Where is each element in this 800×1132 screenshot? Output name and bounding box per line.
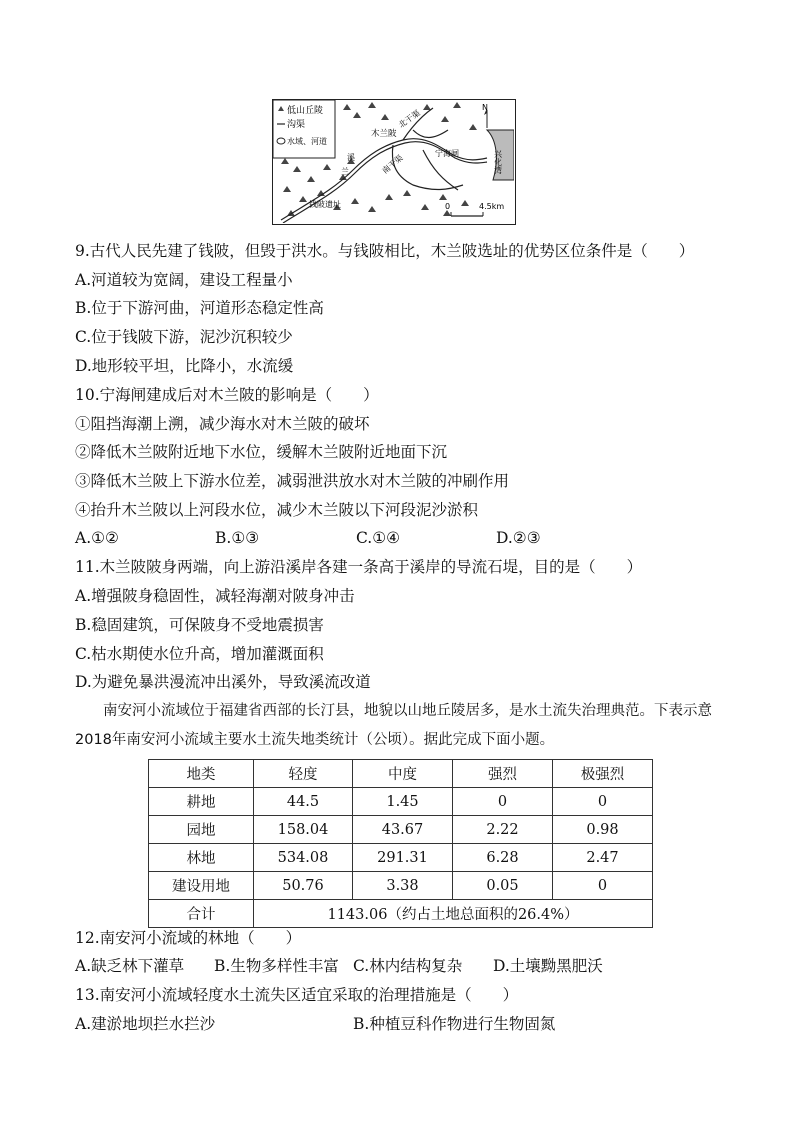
table-cell: 2.22 [453,816,553,844]
table-cell: 158.04 [254,816,353,844]
question-9-option-d: D.地形较平坦，比降小，水流缓 [75,357,294,375]
table-header-cell: 地类 [149,760,254,788]
question-12-option-b: B.生物多样性丰富 [214,957,339,975]
scale-bar [451,212,483,216]
table-total-label: 合计 [149,900,254,928]
question-13-options [75,1014,555,1034]
question-10-option-b: B.①③ [215,529,260,547]
table-row [149,872,653,900]
table-row [149,788,653,816]
table-cell: 0 [553,872,653,900]
table-cell: 耕地 [149,788,254,816]
question-9-stem: 9.古代人民先建了钱陂，但毁于洪水。与钱陂相比，木兰陂选址的优势区位条件是（ ） [75,242,695,260]
table-cell: 3.38 [353,872,453,900]
table-cell: 43.67 [353,816,453,844]
scale-zero: 0 [445,202,451,211]
question-12-stem: 12.南安河小流域的林地（ ） [75,929,302,947]
question-12-option-a: A.缺乏林下灌草 [75,957,185,975]
table-cell: 2.47 [553,844,653,872]
map-label-beiyu: 北干渠 [396,108,422,130]
table-cell: 0.05 [453,872,553,900]
question-10-statement-2: ②降低木兰陂附近地下水位，缓解木兰陂附近地面下沉 [75,443,448,461]
question-11-option-b: B.稳固建筑，可保陂身不受地震损害 [75,616,324,634]
table-cell: 0 [553,788,653,816]
question-10-statement-4: ④抬升木兰陂以上河段水位，减少木兰陂以下河段泥沙淤积 [75,501,479,519]
table-header-cell: 极强烈 [553,760,653,788]
north-label: N [482,103,488,112]
map-label-qianbei: 钱陂遗址 [309,200,341,209]
map-label-bay: 兴化湾 [493,150,503,174]
mulanbei-map [273,100,514,223]
legend-canal-label: 沟渠 [287,120,306,130]
question-12-options [75,956,603,976]
table-cell: 534.08 [254,844,353,872]
table-header-cell: 强烈 [453,760,553,788]
table-cell: 林地 [149,844,254,872]
table-cell: 291.31 [353,844,453,872]
question-10-option-a: A.①② [75,529,119,547]
erosion-stats-table [148,759,653,928]
map-label-ninghai: 宁海闸 [435,149,459,158]
table-cell: 0 [453,788,553,816]
question-10-options [75,528,541,548]
question-13-option-a: A.建淤地坝拦水拦沙 [75,1015,216,1033]
question-13-option-b: B.种植豆科作物进行生物固氮 [353,1015,556,1033]
question-12-option-c: C.林内结构复杂 [353,957,463,975]
legend-hills-label: 低山丘陵 [287,106,324,116]
question-11-stem: 11.木兰陂陂身两端，向上游沿溪岸各建一条高于溪岸的导流石堤，目的是（ ） [75,558,643,576]
table-cell: 0.98 [553,816,653,844]
table-cell: 50.76 [254,872,353,900]
table-cell: 1.45 [353,788,453,816]
map-label-xi: 溪 [347,153,355,162]
question-9-option-b: B.位于下游河曲，河道形态稳定性高 [75,299,324,317]
question-9-option-c: C.位于钱陂下游，泥沙沉积较少 [75,328,293,346]
table-cell: 园地 [149,816,254,844]
question-13-stem: 13.南安河小流域轻度水土流失区适宜采取的治理措施是（ ） [75,986,519,1004]
question-9-option-a: A.河道较为宽阔，建设工程量小 [75,271,293,289]
reading-passage [75,697,725,755]
map-label-nanyu: 南干渠 [380,153,405,176]
table-total-row [149,900,653,928]
question-11-option-a: A.增强陂身稳固性，减轻海潮对陂身冲击 [75,587,355,605]
question-11-option-d: D.为避免暴洪漫流冲出溪外，导致溪流改道 [75,673,371,691]
map-label-mulanbei: 木兰陂 [371,129,397,139]
map-figure [272,99,516,225]
table-header-cell: 轻度 [254,760,353,788]
question-10-option-c: C.①④ [356,529,401,547]
table-row [149,844,653,872]
table-cell: 6.28 [453,844,553,872]
table-header-cell: 中度 [353,760,453,788]
map-label-lan: 兰 [341,167,349,176]
legend-water-label: 水域、河道 [287,137,327,146]
question-12-option-d: D.土壤黝黑肥沃 [493,957,603,975]
question-11-option-c: C.枯水期使水位升高，增加灌溉面积 [75,645,324,663]
scale-distance: 4.5km [479,202,505,211]
question-10-statement-3: ③降低木兰陂上下游水位差，减弱泄洪放水对木兰陂的冲刷作用 [75,472,510,490]
question-10-statement-1: ①阻挡海潮上溯，减少海水对木兰陂的破坏 [75,415,370,433]
table-cell: 44.5 [254,788,353,816]
table-total-value: 1143.06（约占土地总面积的26.4%） [254,900,653,928]
question-10-option-d: D.②③ [496,529,541,547]
question-10-stem: 10.宁海闸建成后对木兰陂的影响是（ ） [75,386,379,404]
table-cell: 建设用地 [149,872,254,900]
table-row [149,816,653,844]
reading-passage-text: 南安河小流域位于福建省西部的长汀县，地貌以山地丘陵居多，是水土流失治理典范。下表示意2018年南安河小流域主要水土流失地类统计（公顷）。据此完成下面小题。 [75,703,712,748]
table-header-row [149,760,653,788]
